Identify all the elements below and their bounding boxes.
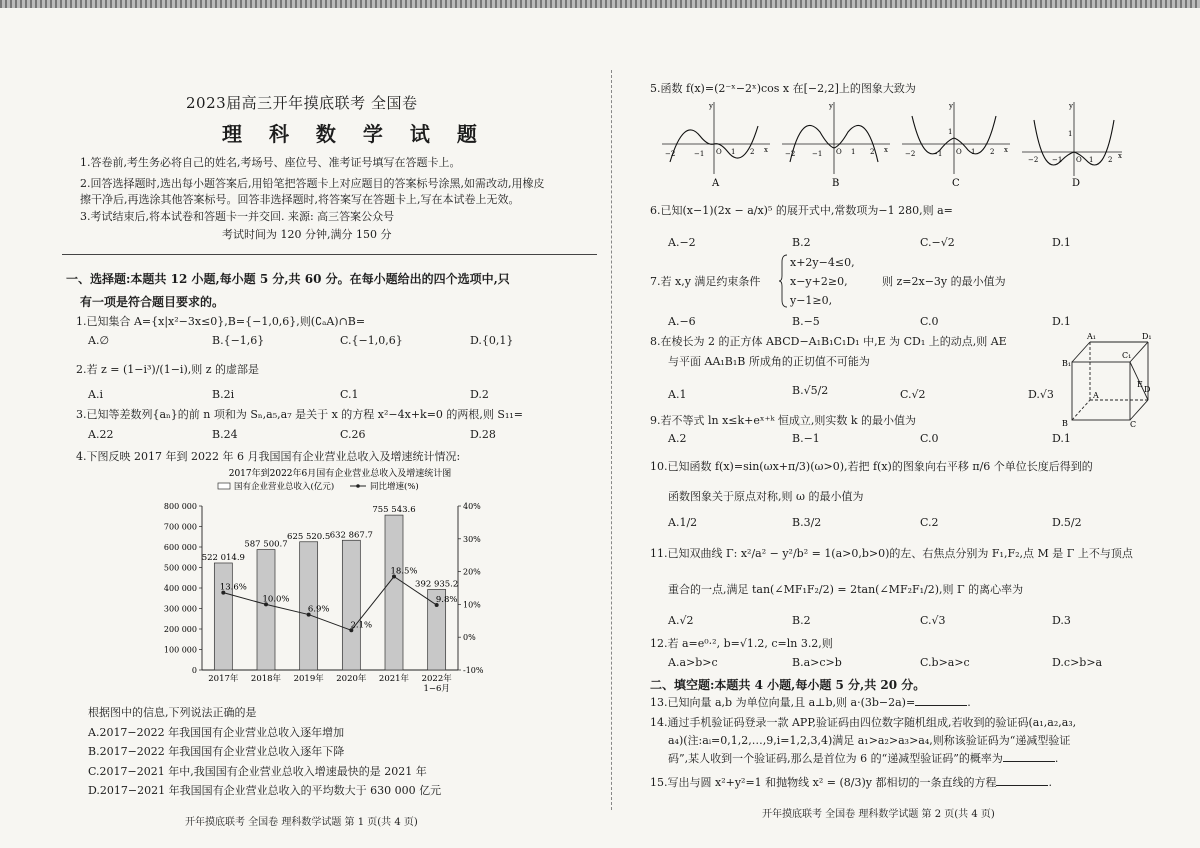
section2-heading: 二、填空题:本题共 4 小题,每小题 5 分,共 20 分。 xyxy=(650,678,926,692)
y-left-tick-label: 800 000 xyxy=(163,502,197,511)
y-left-tick-label: 700 000 xyxy=(163,522,197,532)
svg-text:2: 2 xyxy=(1108,156,1113,164)
svg-text:−1: −1 xyxy=(694,150,705,158)
svg-text:1: 1 xyxy=(971,148,976,156)
y-left-tick-label: 500 000 xyxy=(163,563,197,573)
x-category-label: 2019年 xyxy=(293,674,324,684)
svg-text:y: y xyxy=(949,102,953,110)
q7-option-b: B.−5 xyxy=(792,315,820,328)
q14-blank xyxy=(1003,752,1055,762)
notice-line-2: 2.回答选择题时,选出每小题答案后,用铅笔把答题卡上对应题目的答案标号涂黑,如需改动,用橡皮 xyxy=(80,177,545,190)
cube-label-c1: C₁ xyxy=(1122,351,1132,360)
q10-option-c: C.2 xyxy=(920,516,939,529)
q10-option-b: B.3/2 xyxy=(792,516,822,529)
q15: 15.写出与圆 x²+y²=1 和抛物线 x² = (8/3)y 都相切的一条直线的方程 . xyxy=(650,776,1052,789)
legend-bar-label: 国有企业营业总收入(亿元) xyxy=(234,482,335,492)
svg-text:O: O xyxy=(836,148,842,156)
x-category-label: 2021年 xyxy=(378,674,410,684)
section1-heading-2: 有一项是符合题目要求的。 xyxy=(80,295,225,309)
x-category-label: 2017年 xyxy=(208,674,239,684)
y-right-tick-label: -10% xyxy=(463,666,484,675)
y-left-tick-label: 300 000 xyxy=(163,604,197,614)
q10-stem-1: 10.已知函数 f(x)=sin(ωx+π/3)(ω>0),若把 f(x)的图象向右平移 π/6 个单位长度后得到的 xyxy=(650,460,1093,473)
q11-option-a: A.√2 xyxy=(668,614,694,627)
rate-label: 9.8% xyxy=(435,595,458,606)
section1-heading-1: 一、选择题:本题共 12 小题,每小题 5 分,共 60 分。在每小题给出的四个选项中,只 xyxy=(66,272,510,286)
q11-option-c: C.√3 xyxy=(920,614,946,627)
svg-text:x: x xyxy=(1004,146,1008,154)
q10-option-d: D.5/2 xyxy=(1052,516,1082,529)
svg-text:x: x xyxy=(764,146,768,154)
page-divider xyxy=(611,70,613,810)
q4-stem: 4.下图反映 2017 年到 2022 年 6 月我国国有企业营业总收入及增速统计情况: xyxy=(76,450,461,463)
svg-text:y: y xyxy=(1069,102,1073,110)
q1-option-c: C.{−1,0,6} xyxy=(340,334,403,347)
q13: 13.已知向量 a,b 为单位向量,且 a⊥b,则 a·(3b−2a)= . xyxy=(650,696,971,709)
svg-text:x: x xyxy=(884,146,888,154)
revenue-chart xyxy=(140,466,540,696)
q12-option-d: D.c>b>a xyxy=(1052,656,1103,669)
footer-right: 开年摸底联考 全国卷 理科数学试题 第 2 页(共 4 页) xyxy=(762,809,995,820)
q5-graph-d xyxy=(1022,102,1122,189)
bar-value-label: 587 500.7 xyxy=(244,539,288,550)
q12-option-b: B.a>c>b xyxy=(792,656,842,669)
footer-left: 开年摸底联考 全国卷 理科数学试题 第 1 页(共 4 页) xyxy=(185,817,418,828)
q14-line-3-wrap: 码”,某人收到一个验证码,那么是首位为 6 的“递减型验证码”的概率为 . xyxy=(668,752,1059,765)
exam-time: 考试时间为 120 分钟,满分 150 分 xyxy=(222,228,392,241)
q7-stem: 7.若 x,y 满足约束条件 xyxy=(650,275,761,288)
y-right-tick-label: 30% xyxy=(463,534,481,544)
svg-text:2: 2 xyxy=(870,148,875,156)
rate-label: 6.9% xyxy=(307,604,330,615)
cube-label-a: A xyxy=(1093,391,1099,400)
notice-line-4: 3.考试结束后,将本试卷和答题卡一并交回. 来源: 高三答案公众号 xyxy=(80,210,395,223)
svg-text:−2: −2 xyxy=(1028,156,1039,164)
q6-stem: 6.已知(x−1)(2x − a/x)⁵ 的展开式中,常数项为−1 280,则 a= xyxy=(650,204,953,217)
q5-graph-c xyxy=(902,102,1010,189)
svg-text:2: 2 xyxy=(750,148,755,156)
y-left-tick-label: 200 000 xyxy=(163,625,197,634)
rate-label: 10.0% xyxy=(262,594,290,605)
cube-label-e: E xyxy=(1137,380,1143,389)
q4-option-c: C.2017−2021 年中,我国国有企业营业总收入增速最快的是 2021 年 xyxy=(88,765,427,778)
cube-label-d1: D₁ xyxy=(1142,332,1152,341)
svg-text:1: 1 xyxy=(948,128,953,136)
q7-brace xyxy=(778,254,788,308)
q3-stem: 3.已知等差数列{aₙ}的前 n 项和为 Sₙ,a₅,a₇ 是关于 x 的方程 x²−4x+k=0 的两根,则 S₁₁= xyxy=(76,408,523,421)
q1-option-b: B.{−1,6} xyxy=(212,334,265,347)
q5-graph-a xyxy=(662,102,770,189)
svg-text:1: 1 xyxy=(731,148,736,156)
svg-text:1: 1 xyxy=(851,148,856,156)
svg-text:y: y xyxy=(709,102,713,110)
chart-title: 2017年到2022年6月国有企业营业总收入及增速统计图 xyxy=(228,469,452,479)
exam-title: 2023届高三开年摸底联考 全国卷 xyxy=(186,94,418,112)
q3-option-a: A.22 xyxy=(88,428,114,441)
q5-label-d: D xyxy=(1072,178,1081,189)
notice-line-1: 1.答卷前,考生务必将自己的姓名,考场号、座位号、准考证号填写在答题卡上。 xyxy=(80,156,461,169)
q5-graph-b xyxy=(782,102,890,189)
q6-option-c: C.−√2 xyxy=(920,236,955,249)
q3-option-d: D.28 xyxy=(470,428,496,441)
q1-option-d: D.{0,1} xyxy=(470,334,514,347)
q14-line-3: 码”,某人收到一个验证码,那么是首位为 6 的“递减型验证码”的概率为 xyxy=(668,752,1003,765)
x-category-label: 2020年 xyxy=(336,674,367,684)
q13-stem: 13.已知向量 a,b 为单位向量,且 a⊥b,则 a·(3b−2a)= xyxy=(650,696,916,709)
legend-bar-swatch xyxy=(218,483,230,489)
q4-option-b: B.2017−2022 年我国国有企业营业总收入逐年下降 xyxy=(88,745,345,758)
q12-option-c: C.b>a>c xyxy=(920,656,970,669)
q15-blank xyxy=(996,776,1048,786)
q2-option-c: C.1 xyxy=(340,388,359,401)
q2-option-a: A.i xyxy=(88,388,103,401)
svg-text:−2: −2 xyxy=(785,150,796,158)
x-category-label: 2022年 xyxy=(421,674,452,684)
q7-tail: 则 z=2x−3y 的最小值为 xyxy=(882,275,1006,288)
q12-stem: 12.若 a=e⁰·², b=√1.2, c=ln 3.2,则 xyxy=(650,637,833,650)
x-category-sublabel: 1−6月 xyxy=(423,684,450,694)
svg-text:−2: −2 xyxy=(905,150,916,158)
cube-label-d: D xyxy=(1144,385,1151,394)
exam-subtitle: 理 科 数 学 试 题 xyxy=(222,122,487,146)
legend-line-marker xyxy=(356,484,360,488)
q14-line-2: a₄)(注:aᵢ=0,1,2,…,9,i=1,2,3,4)满足 a₁>a₂>a₃>a₄,则称该验证码为“递减型验证 xyxy=(668,734,1071,747)
chart-bar xyxy=(257,550,275,670)
q11-option-b: B.2 xyxy=(792,614,811,627)
svg-text:−2: −2 xyxy=(665,150,676,158)
svg-text:O: O xyxy=(1076,156,1082,164)
q3-option-b: B.24 xyxy=(212,428,238,441)
bar-value-label: 392 935.2 xyxy=(415,579,459,590)
y-right-tick-label: 20% xyxy=(463,567,481,577)
rate-label: 18.5% xyxy=(390,566,418,577)
q9-option-b: B.−1 xyxy=(792,432,820,445)
q9-option-c: C.0 xyxy=(920,432,939,445)
q5-graphs xyxy=(652,96,1127,192)
svg-text:1: 1 xyxy=(1089,156,1094,164)
rule-line xyxy=(62,254,597,255)
cube-label-c: C xyxy=(1130,420,1137,428)
rate-label: 2.1% xyxy=(350,620,373,631)
y-right-tick-label: 10% xyxy=(463,600,481,610)
q5-label-b: B xyxy=(832,178,840,189)
q6-option-a: A.−2 xyxy=(668,236,696,249)
q8-stem-1: 8.在棱长为 2 的正方体 ABCD−A₁B₁C₁D₁ 中,E 为 CD₁ 上的动点,则 AE xyxy=(650,335,1007,348)
q6-option-d: D.1 xyxy=(1052,236,1071,249)
q6-option-b: B.2 xyxy=(792,236,811,249)
y-left-tick-label: 100 000 xyxy=(163,645,197,655)
cube-label-b: B xyxy=(1062,419,1068,428)
svg-text:2: 2 xyxy=(990,148,995,156)
svg-text:y: y xyxy=(829,102,833,110)
chart-bar xyxy=(342,540,360,670)
bar-value-label: 755 543.6 xyxy=(372,505,416,516)
q7-option-a: A.−6 xyxy=(668,315,696,328)
y-right-tick-label: 40% xyxy=(463,502,481,511)
q3-option-c: C.26 xyxy=(340,428,366,441)
q12-option-a: A.a>b>c xyxy=(668,656,718,669)
y-right-tick-label: 0% xyxy=(463,633,476,643)
q11-option-d: D.3 xyxy=(1052,614,1071,627)
rate-label: 13.6% xyxy=(219,582,247,593)
q4-option-d: D.2017−2021 年我国国有企业营业总收入的平均数大于 630 000 亿元 xyxy=(88,784,442,797)
q7-option-c: C.0 xyxy=(920,315,939,328)
q2-option-d: D.2 xyxy=(470,388,489,401)
q5-label-a: A xyxy=(712,178,720,189)
bar-value-label: 625 520.5 xyxy=(287,531,331,542)
y-left-tick-label: 400 000 xyxy=(163,584,197,593)
q8-option-d: D.√3 xyxy=(1028,388,1054,401)
q14-line-1: 14.通过手机验证码登录一款 APP,验证码由四位数字随机组成,若收到的验证码(a₁,a₂,a₃, xyxy=(650,716,1077,729)
svg-text:x: x xyxy=(1118,152,1122,160)
q9-stem: 9.若不等式 ln x≤k+eˣ⁺ᵏ 恒成立,则实数 k 的最小值为 xyxy=(650,414,917,427)
q4-after: 根据图中的信息,下列说法正确的是 xyxy=(88,706,257,719)
q5-stem: 5.函数 f(x)=(2⁻ˣ−2ˣ)cos x 在[−2,2]上的图象大致为 xyxy=(650,82,916,95)
chart-rate-line xyxy=(221,575,438,633)
bar-value-label: 522 014.9 xyxy=(201,552,245,563)
chart-bar xyxy=(214,563,232,670)
q13-blank xyxy=(915,696,967,706)
q8-cube-figure xyxy=(1060,330,1152,428)
q8-option-b: B.√5/2 xyxy=(792,384,829,397)
q11-stem-1: 11.已知双曲线 Γ: x²/a² − y²/b² = 1(a>0,b>0)的左、右焦点分别为 F₁,F₂,点 M 是 Γ 上不与顶点 xyxy=(650,547,1133,560)
q10-stem-2: 函数图象关于原点对称,则 ω 的最小值为 xyxy=(668,490,864,503)
q8-option-c: C.√2 xyxy=(900,388,926,401)
q7-constraint-3: y−1≥0, xyxy=(790,294,833,307)
q9-option-d: D.1 xyxy=(1052,432,1071,445)
y-left-tick-label: 600 000 xyxy=(163,543,197,552)
legend-line-label: 同比增速(%) xyxy=(370,482,419,492)
bar-value-label: 632 867.7 xyxy=(329,530,373,541)
svg-text:−1: −1 xyxy=(812,150,823,158)
svg-text:−1: −1 xyxy=(932,150,943,158)
chart-bar xyxy=(385,515,403,670)
svg-text:1: 1 xyxy=(1068,130,1073,138)
q9-option-a: A.2 xyxy=(668,432,687,445)
x-category-label: 2018年 xyxy=(250,674,282,684)
q7-option-d: D.1 xyxy=(1052,315,1071,328)
cube-label-a1: A₁ xyxy=(1087,332,1096,341)
q8-option-a: A.1 xyxy=(668,388,687,401)
scan-edge xyxy=(0,0,1200,8)
cube-label-b1: B₁ xyxy=(1062,359,1072,368)
q4-option-a: A.2017−2022 年我国国有企业营业总收入逐年增加 xyxy=(88,726,345,739)
q11-stem-2: 重合的一点,满足 tan(∠MF₁F₂/2) = 2tan(∠MF₂F₁/2),则 Γ 的离心率为 xyxy=(668,583,1024,596)
rate-line xyxy=(223,577,436,631)
q7-constraint-1: x+2y−4≤0, xyxy=(790,256,855,269)
y-left-tick-label: 0 xyxy=(191,666,197,675)
q8-stem-2: 与平面 AA₁B₁B 所成角的正切值不可能为 xyxy=(668,355,870,368)
q1-stem: 1.已知集合 A={x|x²−3x≤0},B={−1,0,6},则(∁ₐA)∩B= xyxy=(76,315,366,328)
q10-option-a: A.1/2 xyxy=(668,516,698,529)
q15-stem: 15.写出与圆 x²+y²=1 和抛物线 x² = (8/3)y 都相切的一条直线的方程 xyxy=(650,776,997,789)
q2-stem: 2.若 z = (1−i³)/(1−i),则 z 的虚部是 xyxy=(76,363,260,376)
svg-text:O: O xyxy=(716,148,722,156)
chart-labels xyxy=(202,505,459,694)
svg-text:O: O xyxy=(956,148,962,156)
q1-option-a: A.∅ xyxy=(88,334,110,347)
q7-constraint-2: x−y+2≥0, xyxy=(790,275,848,288)
q5-label-c: C xyxy=(952,178,960,189)
notice-line-3: 擦干净后,再选涂其他答案标号。回答非选择题时,将答案写在答题卡上,写在本试卷上无效。 xyxy=(80,193,520,206)
q2-option-b: B.2i xyxy=(212,388,235,401)
svg-text:−1: −1 xyxy=(1052,156,1063,164)
